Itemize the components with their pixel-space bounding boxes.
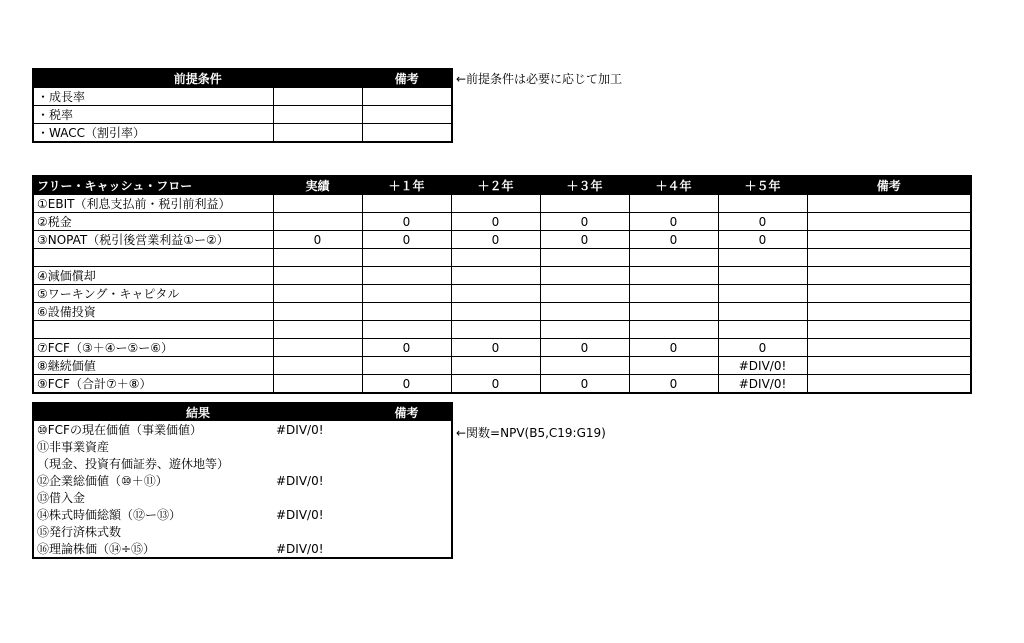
fcf-cell[interactable] [362,321,451,339]
fcf-row-label [33,249,273,267]
premise-note-header: 備考 [362,69,452,88]
result-note-cell[interactable] [362,438,452,455]
fcf-cell[interactable] [273,267,362,285]
fcf-cell[interactable] [807,303,971,321]
result-value[interactable]: #DIV/0! [276,473,324,488]
fcf-cell[interactable]: 0 [718,231,807,249]
fcf-cell[interactable]: 0 [629,231,718,249]
fcf-cell[interactable]: 0 [451,231,540,249]
result-row [33,489,452,506]
result-note-cell[interactable] [362,421,452,438]
fcf-cell[interactable] [807,321,971,339]
fcf-cell[interactable] [807,375,971,394]
result-label: （現金、投資有価証券、遊休地等） [37,456,230,471]
fcf-row-label [33,321,273,339]
fcf-cell[interactable] [540,321,629,339]
fcf-cell[interactable] [718,249,807,267]
result-header: 結果 [33,403,362,421]
fcf-cell[interactable] [540,285,629,303]
result-row [33,523,452,540]
fcf-row [33,285,971,303]
fcf-row [33,321,971,339]
fcf-cell[interactable]: 0 [273,231,362,249]
fcf-row-label: ⑨FCF（合計⑦＋⑧） [33,375,273,394]
fcf-cell[interactable] [629,357,718,375]
fcf-cell[interactable] [451,303,540,321]
fcf-cell[interactable] [451,267,540,285]
fcf-cell[interactable] [718,303,807,321]
fcf-header-7: 備考 [807,176,971,195]
fcf-cell[interactable] [451,357,540,375]
result-note-header: 備考 [362,403,452,421]
premise-value-cell[interactable] [273,88,362,106]
fcf-row [33,249,971,267]
fcf-cell[interactable] [362,357,451,375]
fcf-row [33,231,971,249]
fcf-cell[interactable]: 0 [629,375,718,394]
fcf-cell[interactable] [629,321,718,339]
result-value[interactable] [273,455,362,472]
fcf-row [33,303,971,321]
fcf-cell[interactable]: 0 [451,375,540,394]
fcf-cell[interactable] [718,321,807,339]
result-value[interactable]: #DIV/0! [276,507,324,522]
fcf-cell[interactable]: 0 [718,339,807,357]
fcf-row-label: ⑧継続価値 [33,357,273,375]
result-side-note: ←関数=NPV(B5,C19:G19) [456,426,606,440]
result-note-cell[interactable] [362,523,452,540]
result-label: ⑪非事業資産 [37,439,110,454]
fcf-cell[interactable]: 0 [362,213,451,231]
premise-row [33,106,452,124]
fcf-cell[interactable] [273,339,362,357]
fcf-cell[interactable] [273,285,362,303]
result-note-cell[interactable] [362,540,452,558]
fcf-row-label: ⑦FCF（③＋④ー⑤ー⑥） [33,339,273,357]
fcf-cell[interactable]: 0 [718,213,807,231]
premise-row [33,124,452,143]
fcf-cell[interactable]: #DIV/0! [718,357,807,375]
result-value[interactable] [273,489,362,506]
result-note-cell[interactable] [362,506,452,523]
fcf-cell[interactable] [629,267,718,285]
result-note-cell[interactable] [362,472,452,489]
fcf-cell[interactable] [451,195,540,213]
fcf-row-label: ①EBIT（利息支払前・税引前利益） [33,195,273,213]
fcf-cell[interactable]: 0 [540,375,629,394]
fcf-cell[interactable] [362,195,451,213]
fcf-cell[interactable] [629,195,718,213]
fcf-cell[interactable] [451,249,540,267]
fcf-cell[interactable]: 0 [540,213,629,231]
fcf-cell[interactable]: 0 [451,213,540,231]
fcf-row [33,375,971,394]
fcf-cell[interactable] [273,375,362,394]
fcf-cell[interactable] [273,321,362,339]
fcf-table [32,175,972,394]
fcf-header-3: ＋２年 [451,176,540,195]
fcf-cell[interactable]: 0 [629,339,718,357]
fcf-header-4: ＋３年 [540,176,629,195]
result-label: ⑮発行済株式数 [37,524,122,539]
premise-side-note: ←前提条件は必要に応じて加工 [456,72,623,86]
fcf-row-label: ③NOPAT（税引後営業利益①ー②） [33,231,273,249]
fcf-cell[interactable] [540,303,629,321]
result-note-cell[interactable] [362,455,452,472]
result-row [33,438,452,455]
premise-table [32,68,453,143]
result-note-cell[interactable] [362,489,452,506]
premise-note-cell[interactable] [362,124,452,143]
fcf-cell[interactable] [718,267,807,285]
fcf-cell[interactable] [362,303,451,321]
fcf-cell[interactable] [718,195,807,213]
fcf-cell[interactable] [451,285,540,303]
fcf-cell[interactable] [540,267,629,285]
fcf-cell[interactable] [807,267,971,285]
result-row [33,421,452,438]
fcf-cell[interactable] [362,249,451,267]
fcf-cell[interactable] [273,357,362,375]
premise-header: 前提条件 [33,69,362,88]
fcf-cell[interactable] [362,285,451,303]
result-label: ⑯理論株価（⑭÷⑮） [37,541,156,556]
fcf-cell[interactable] [807,249,971,267]
fcf-header-2: ＋１年 [362,176,451,195]
fcf-row [33,195,971,213]
fcf-cell[interactable] [362,267,451,285]
premise-label: ・WACC（割引率） [33,124,273,143]
fcf-cell[interactable]: #DIV/0! [718,375,807,394]
fcf-cell[interactable]: 0 [540,339,629,357]
result-value[interactable] [273,523,362,540]
fcf-row-label: ④減価償却 [33,267,273,285]
result-table [32,402,453,559]
fcf-cell[interactable] [718,285,807,303]
fcf-cell[interactable]: 0 [451,339,540,357]
premise-value-cell[interactable] [273,106,362,124]
fcf-cell[interactable] [629,303,718,321]
fcf-cell[interactable] [807,285,971,303]
fcf-header-6: ＋５年 [718,176,807,195]
fcf-cell[interactable] [273,213,362,231]
fcf-row [33,213,971,231]
result-row [33,506,452,523]
fcf-cell[interactable] [540,195,629,213]
fcf-cell[interactable] [273,249,362,267]
fcf-header-5: ＋４年 [629,176,718,195]
fcf-cell[interactable]: 0 [362,339,451,357]
result-row [33,472,452,489]
result-row [33,540,452,558]
premise-value-cell[interactable] [273,124,362,143]
fcf-cell[interactable] [807,231,971,249]
fcf-cell[interactable]: 0 [629,213,718,231]
fcf-row-label: ⑤ワーキング・キャピタル [33,285,273,303]
fcf-cell[interactable]: 0 [540,231,629,249]
fcf-row-label: ②税金 [33,213,273,231]
fcf-cell[interactable]: 0 [362,231,451,249]
fcf-row [33,267,971,285]
result-label: ⑫企業総価値（⑩＋⑪） [37,473,168,488]
premise-note-cell[interactable] [362,88,452,106]
fcf-cell[interactable] [451,321,540,339]
fcf-cell[interactable] [807,357,971,375]
result-label: ⑩FCFの現在価値（事業価値） [37,422,202,437]
fcf-row [33,339,971,357]
result-value[interactable] [273,438,362,455]
fcf-cell[interactable] [273,303,362,321]
result-value[interactable]: #DIV/0! [276,541,324,556]
fcf-cell[interactable] [629,249,718,267]
fcf-header-1: 実績 [273,176,362,195]
result-label: ⑭株式時価総額（⑫ー⑬） [37,507,182,522]
fcf-cell[interactable] [807,195,971,213]
fcf-cell[interactable] [540,249,629,267]
premise-row [33,88,452,106]
result-label: ⑬借入金 [37,490,86,505]
premise-label: ・税率 [33,106,273,124]
fcf-row [33,357,971,375]
result-row [33,455,452,472]
fcf-cell[interactable]: 0 [362,375,451,394]
fcf-cell[interactable] [807,339,971,357]
fcf-header-0: フリー・キャッシュ・フロー [33,176,273,195]
fcf-cell[interactable] [273,195,362,213]
fcf-cell[interactable] [807,213,971,231]
premise-label: ・成長率 [33,88,273,106]
result-value[interactable]: #DIV/0! [276,422,324,437]
fcf-row-label: ⑥設備投資 [33,303,273,321]
premise-note-cell[interactable] [362,106,452,124]
fcf-cell[interactable] [540,357,629,375]
fcf-cell[interactable] [629,285,718,303]
